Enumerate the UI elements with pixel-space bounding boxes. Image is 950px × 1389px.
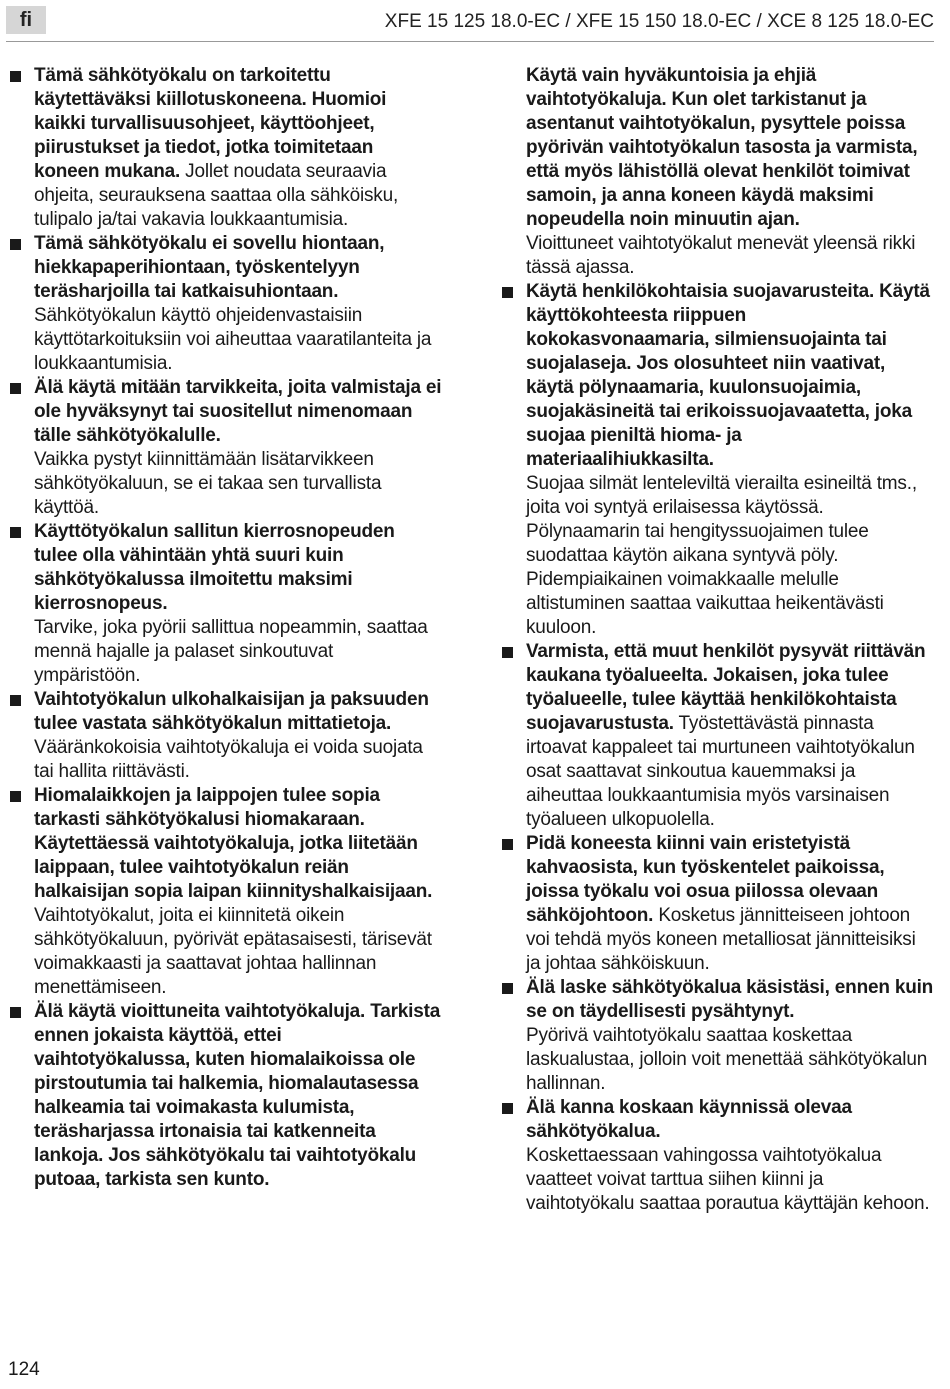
safety-item (500, 976, 934, 1096)
square-bullet-icon (10, 527, 21, 538)
item-bold-text: Vaihtotyökalun ulkohalkaisijan ja paksuuden tulee vastata sähkötyökalun mittatietoja. (34, 689, 429, 734)
square-bullet-icon (502, 1103, 513, 1114)
square-bullet-icon (10, 791, 21, 802)
item-text: Koskettaessaan vahingossa vaihtotyökalua vaatteet voivat tarttua siihen kiinni ja vaihtotyökalu saattaa porautua käyttäjän kehoon. (526, 1145, 930, 1214)
safety-item (8, 232, 442, 376)
safety-item (8, 520, 442, 688)
item-bold-text: Varmista, että muut henkilöt pysyvät riittävän kaukana työalueelta. Jokaisen, joka tulee työalueelle, tulee käyttää henkilökohtaista suojavarustusta. (526, 641, 926, 734)
safety-item (8, 784, 442, 1000)
item-text: Jollet noudata seuraavia ohjeita, seurauksena saattaa olla sähköisku, tulipalo ja/tai vakavia loukkaantumisia. (34, 161, 399, 230)
item-text: Pyörivä vaihtotyökalu saattaa koskettaa laskualustaa, jolloin voit menettää sähkötyökalun hallinnan. (526, 1025, 928, 1094)
header-divider (6, 41, 934, 42)
item-bold-text: Älä laske sähkötyökalua käsistäsi, ennen kuin se on täydellisesti pysähtynyt. (526, 977, 934, 1022)
right-column (500, 64, 934, 1216)
model-numbers: XFE 15 125 18.0-EC / XFE 15 150 18.0-EC / XCE 8 125 18.0-EC (384, 11, 934, 32)
left-column (8, 64, 442, 1192)
item-bold-text: Tämä sähkötyökalu on tarkoitettu käytettäväksi kiillotuskoneena. Huomioi kaikki turvallisuusohjeet, käyttöohjeet, piirustukset ja tiedot, jotka toimitetaan koneen mukana. (34, 65, 387, 182)
item-text: Vaihtotyökalut, joita ei kiinnitetä oikein sähkötyökaluun, pyörivät epätasaisesti, tärisevät voimakkaasti ja saattavat johtaa hallinnan menettämiseen. (34, 905, 432, 998)
item-bold-text: Pidä koneesta kiinni vain eristetyistä kahvaosista, kun työskentelet paikoissa, joissa työkalu voi osua piilossa olevaan sähköjohtoon. (526, 833, 885, 926)
item-text: Tarvike, joka pyörii sallittua nopeammin, saattaa mennä hajalle ja palaset sinkoutuvat ympäristöön. (34, 617, 428, 686)
item-bold-text: Tämä sähkötyökalu ei sovellu hiontaan, hiekkapaperihiontaan, työskentelyyn teräsharjoilla tai katkaisuhiontaan. (34, 233, 385, 302)
square-bullet-icon (10, 383, 21, 394)
item-bold-text: Hiomalaikkojen ja laippojen tulee sopia tarkasti sähkötyökalusi hiomakaraan. Käytettäessä vaihtotyökaluja, jotka liitetään laippaan, tulee vaihtotyökalun reiän halkaisijan sopia laipan kiinnityshalkaisijaan. (34, 785, 433, 902)
item-text: Suojaa silmät lenteleviltä vierailta esineiltä tms., joita voi syntyä erilaisessa käytössä. Pölynaamarin tai hengityssuojaimen tulee suodattaa käytön aikana syntyvä pöly. Pidempiaikainen voimakkaalle melulle altistuminen saattaa vaikuttaa heikentävästi kuuloon. (526, 473, 917, 638)
item-bold-text: Älä käytä mitään tarvikkeita, joita valmistaja ei ole hyväksynyt tai suositellut nimenomaan tälle sähkötyökalulle. (34, 377, 442, 446)
safety-item-continued (500, 64, 934, 280)
item-bold-text: Käyttötyökalun sallitun kierrosnopeuden tulee olla vähintään yhtä suuri kuin sähkötyökalussa ilmoitettu maksimi kierrosnopeus. (34, 521, 395, 614)
safety-item (500, 1096, 934, 1216)
safety-item (500, 832, 934, 976)
language-tag: fi (6, 6, 46, 34)
item-bold-text: Älä käytä vioittuneita vaihtotyökaluja. Tarkista ennen jokaista käyttöä, ettei vaihtotyökalussa, kuten hiomalaikoissa ole pirstoutumia tai halkemia, hiomalautasessa halkeamia tai voimakasta kulumista, teräsharjassa irtonaisia tai katkenneita lankoja. Jos sähkötyökalu tai vaihtotyökalu putoaa, tarkista sen kunto. (34, 1001, 441, 1190)
item-text: Työstettävästä pinnasta irtoavat kappaleet tai murtuneen vaihtotyökalun osat saattavat sinkoutua kauemmaksi ja aiheuttaa loukkaantumisia myös varsinaisen työalueen ulkopuolella. (526, 713, 915, 830)
square-bullet-icon (10, 239, 21, 250)
square-bullet-icon (502, 647, 513, 658)
item-text: Vaikka pystyt kiinnittämään lisätarvikkeen sähkötyökaluun, se ei takaa sen turvallista käyttöä. (34, 449, 382, 518)
square-bullet-icon (502, 839, 513, 850)
item-bold-text: Käytä vain hyväkuntoisia ja ehjiä vaihtotyökaluja. Kun olet tarkistanut ja asentanut vaihtotyökalun, pysyttele poissa pyörivän vaihtotyökalun tasosta ja varmista, että myös lähistöllä olevat henkilöt toimivat samoin, ja anna koneen käydä maksimi nopeudella noin minuutin ajan. (526, 65, 918, 230)
square-bullet-icon (10, 695, 21, 706)
item-bold-text: Älä kanna koskaan käynnissä olevaa sähkötyökalua. (526, 1097, 852, 1142)
square-bullet-icon (502, 287, 513, 298)
safety-item (500, 640, 934, 832)
item-text: Vioittuneet vaihtotyökalut menevät yleensä rikki tässä ajassa. (526, 233, 916, 278)
safety-item (8, 1000, 442, 1192)
safety-item (8, 64, 442, 232)
page-number: 124 (8, 1359, 40, 1380)
page-header (6, 6, 934, 40)
square-bullet-icon (10, 71, 21, 82)
square-bullet-icon (502, 983, 513, 994)
safety-item (8, 376, 442, 520)
safety-item (8, 688, 442, 784)
item-text: Sähkötyökalun käyttö ohjeidenvastaisiin käyttötarkoituksiin voi aiheuttaa vaaratilanteita ja loukkaantumisia. (34, 305, 432, 374)
safety-item (500, 280, 934, 640)
item-text: Vääränkokoisia vaihtotyökaluja ei voida suojata tai hallita riittävästi. (34, 737, 423, 782)
item-text: Kosketus jännitteiseen johtoon voi tehdä myös koneen metalliosat jännitteisiksi ja johtaa sähköiskuun. (526, 905, 916, 974)
square-bullet-icon (10, 1007, 21, 1018)
item-bold-text: Käytä henkilökohtaisia suojavarusteita. Käytä käyttökohteesta riippuen kokokasvonaamaria, silmiensuojainta tai suojalaseja. Jos olosuhteet niin vaativat, käytä pölynaamaria, kuulonsuojaimia, suojakäsineitä tai erikoissuojavaatetta, joka suojaa pieniltä hioma- ja materiaalihiukkasilta. (526, 281, 930, 470)
